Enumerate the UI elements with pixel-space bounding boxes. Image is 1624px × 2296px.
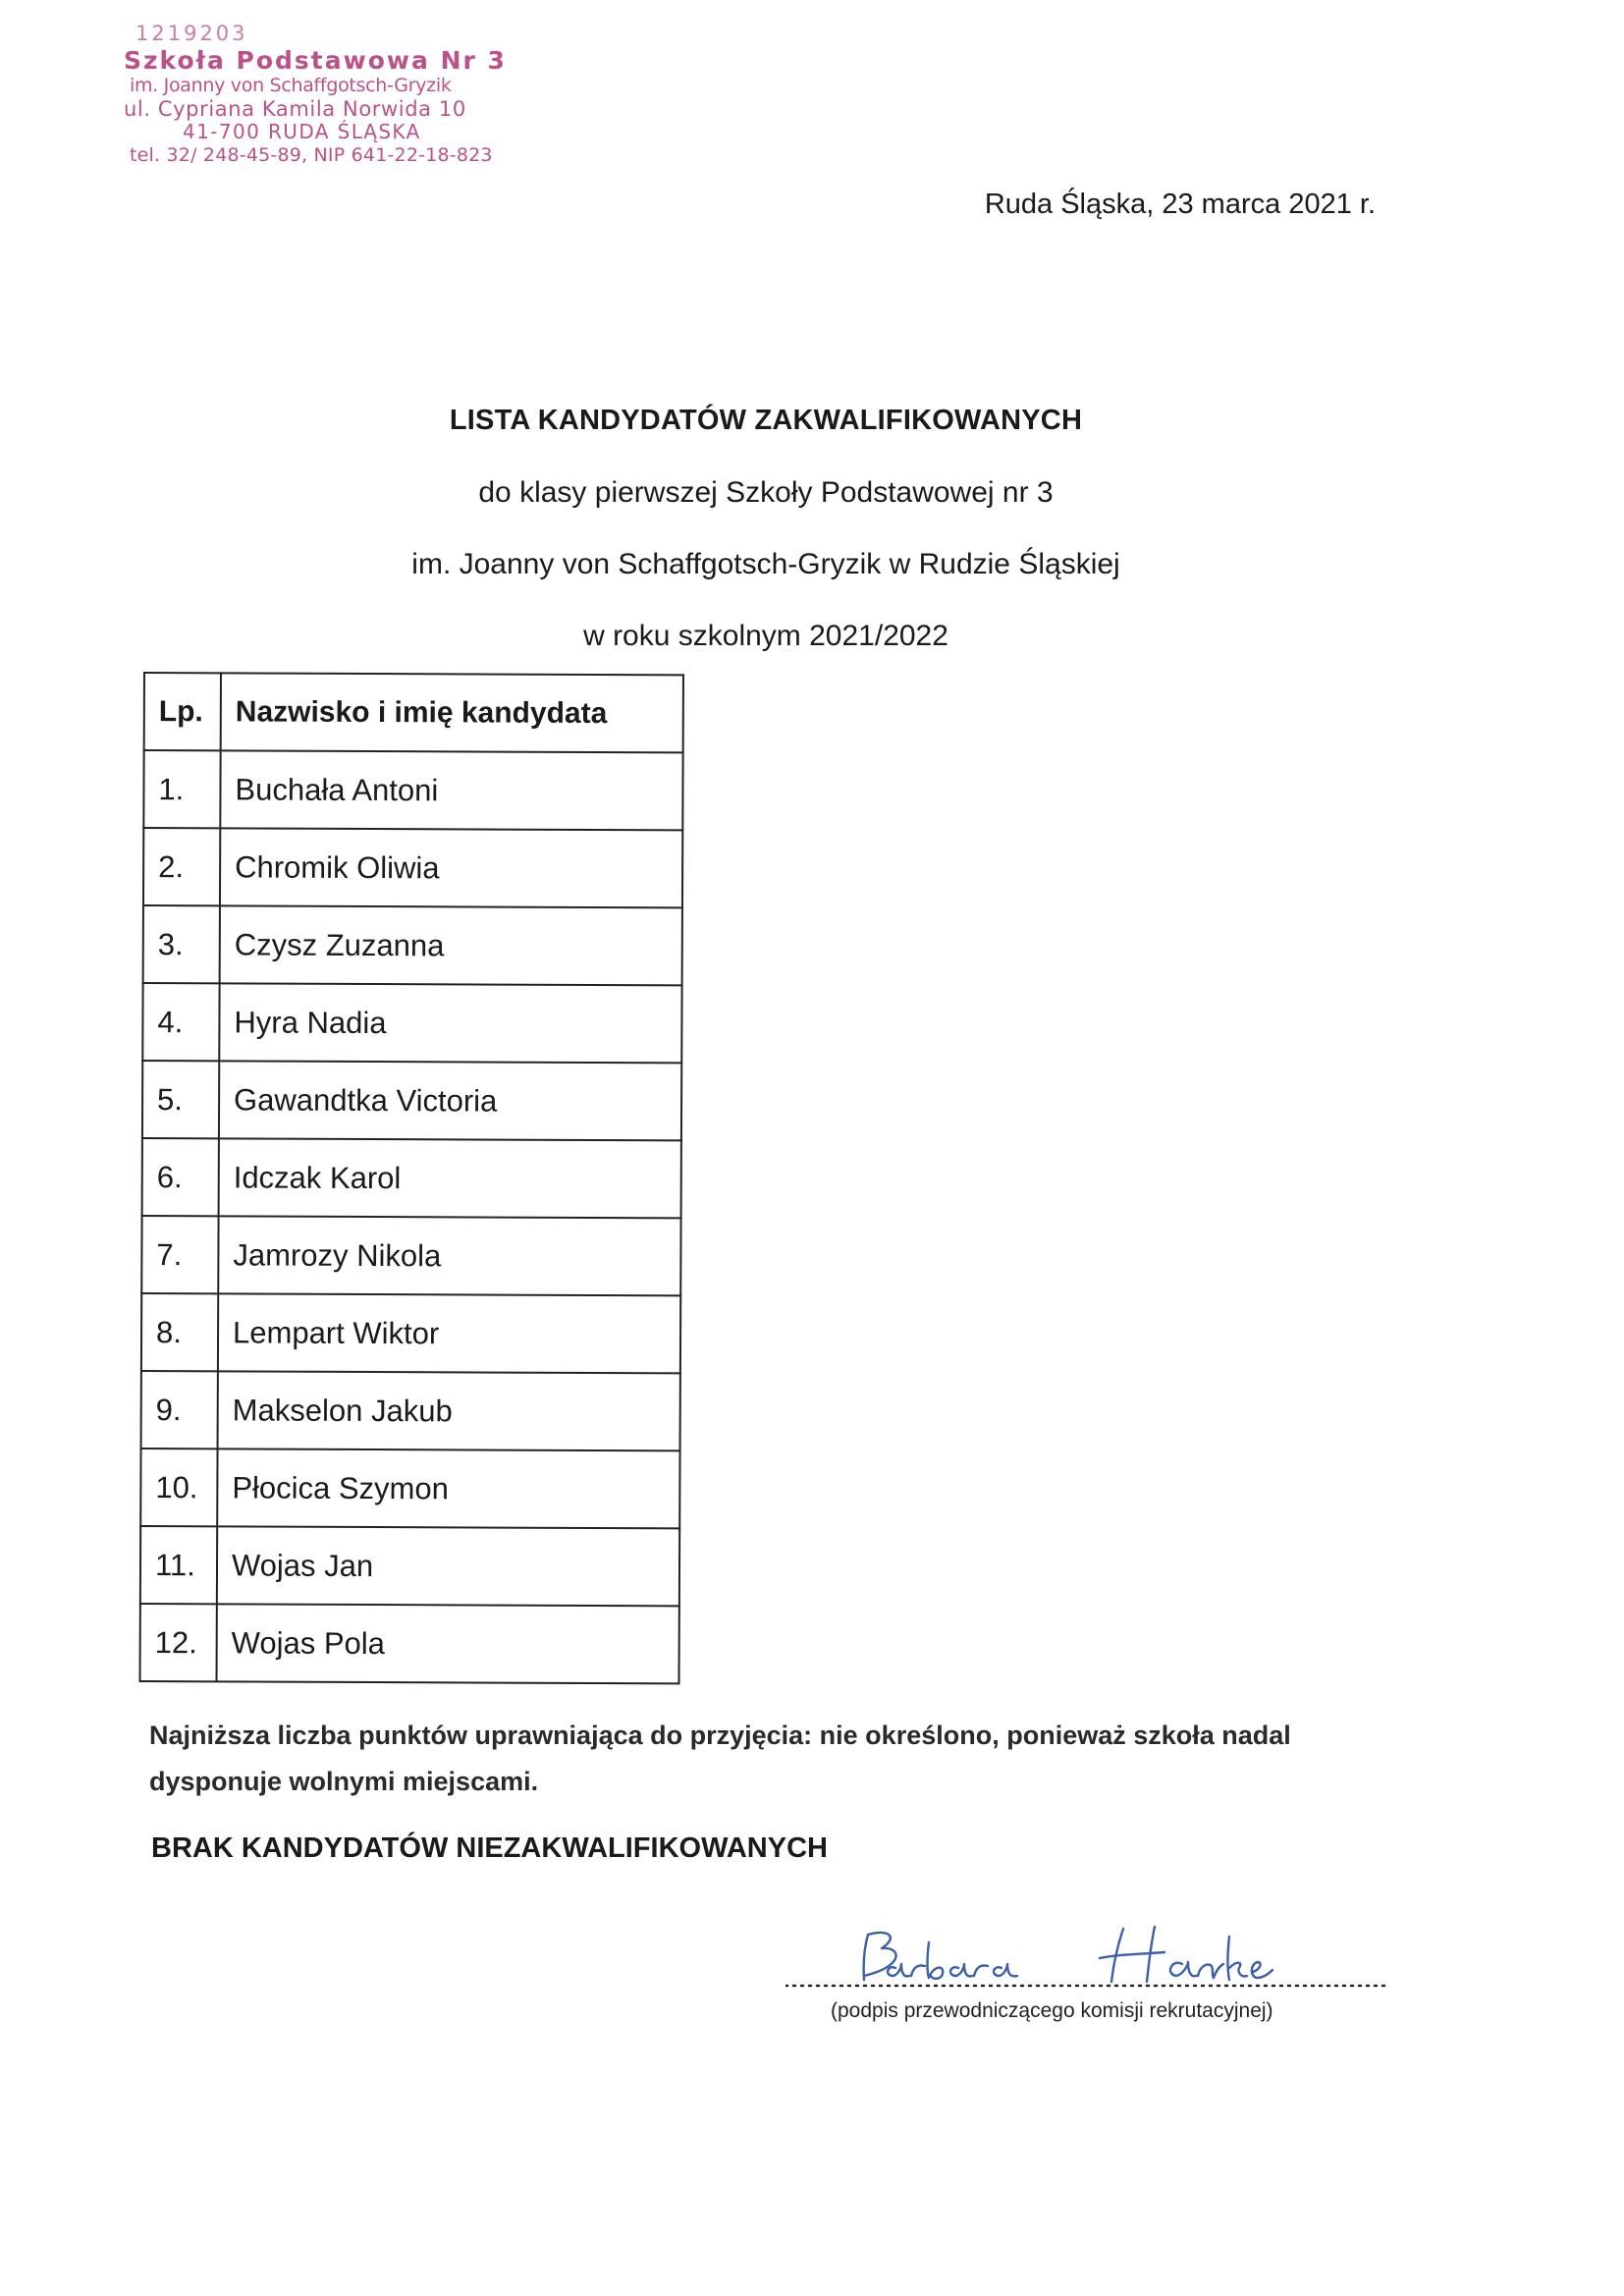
row-lp: 11. [140, 1526, 217, 1604]
row-lp: 5. [142, 1061, 219, 1138]
no-unqualified-heading: BRAK KANDYDATÓW NIEZAKWALIFIKOWANYCH [151, 1832, 828, 1864]
title-line-patron: im. Joanny von Schaffgotsch-Gryzik w Rudzie Śląskiej [411, 548, 1120, 580]
row-name: Wojas Jan [217, 1526, 679, 1606]
table-row [140, 1604, 679, 1683]
row-name: Buchała Antoni [220, 750, 682, 830]
signature-area [785, 1925, 1394, 2052]
document-title-block [0, 385, 1532, 672]
row-lp: 9. [141, 1371, 218, 1449]
school-stamp [124, 22, 516, 166]
row-lp: 12. [140, 1604, 217, 1681]
title-line-year: w roku szkolnym 2021/2022 [583, 620, 948, 652]
row-lp: 6. [142, 1138, 219, 1216]
table-row [141, 1216, 680, 1295]
minimum-points-note: Najniższa liczba punktów uprawniająca do przyjęcia: nie określono, ponieważ szkoła nadal dysponuje wolnymi miejscami. [149, 1721, 1291, 1796]
row-lp: 2. [143, 828, 220, 905]
row-lp: 1. [143, 750, 220, 828]
row-lp: 4. [142, 983, 219, 1061]
table-row [143, 828, 682, 907]
stamp-street: ul. Cypriana Kamila Norwida 10 [124, 96, 466, 121]
table-row [140, 1526, 679, 1606]
table-header-row [144, 673, 683, 752]
table-row [143, 750, 682, 830]
table-row [141, 1293, 680, 1373]
row-name: Makselon Jakub [218, 1371, 680, 1450]
row-name: Hyra Nadia [219, 983, 681, 1063]
signature-caption: (podpis przewodniczącego komisji rekrutacyjnej) [831, 1999, 1273, 2022]
row-lp: 7. [141, 1216, 218, 1293]
row-name: Lempart Wiktor [218, 1293, 680, 1373]
header-name: Nazwisko i imię kandydata [221, 673, 683, 752]
row-name: Gawandtka Victoria [219, 1061, 681, 1140]
row-lp: 10. [140, 1449, 217, 1526]
document-title: LISTA KANDYDATÓW ZAKWALIFIKOWANYCH [449, 405, 1083, 436]
table-row [142, 983, 681, 1063]
stamp-school-name: Szkoła Podstawowa Nr 3 [124, 45, 507, 75]
stamp-patron: im. Joanny von Schaffgotsch-Gryzik [130, 75, 452, 97]
title-line-class: do klasy pierwszej Szkoły Podstawowej nr 3 [478, 476, 1054, 509]
table-row [142, 1138, 681, 1218]
row-name: Chromik Oliwia [220, 828, 682, 907]
row-name: Czysz Zuzanna [220, 905, 682, 985]
row-name: Płocica Szymon [217, 1449, 679, 1528]
row-lp: 3. [143, 905, 220, 983]
row-name: Jamrozy Nikola [218, 1216, 680, 1295]
row-lp: 8. [141, 1293, 218, 1371]
table-row [140, 1449, 679, 1528]
handwritten-signature [785, 1925, 1394, 2052]
row-name: Idczak Karol [219, 1138, 681, 1218]
candidates-table [139, 672, 684, 1684]
table-row [143, 905, 682, 985]
row-name: Wojas Pola [217, 1604, 679, 1683]
stamp-city: 41-700 RUDA ŚLĄSKA [183, 120, 421, 144]
document-date: Ruda Śląska, 23 marca 2021 r. [984, 189, 1376, 220]
stamp-tel: tel. 32/ 248-45-89, NIP 641-22-18-823 [130, 144, 493, 167]
table-row [141, 1371, 680, 1450]
stamp-code: 1219203 [135, 22, 248, 45]
table-row [142, 1061, 681, 1140]
header-lp: Lp. [144, 673, 221, 750]
